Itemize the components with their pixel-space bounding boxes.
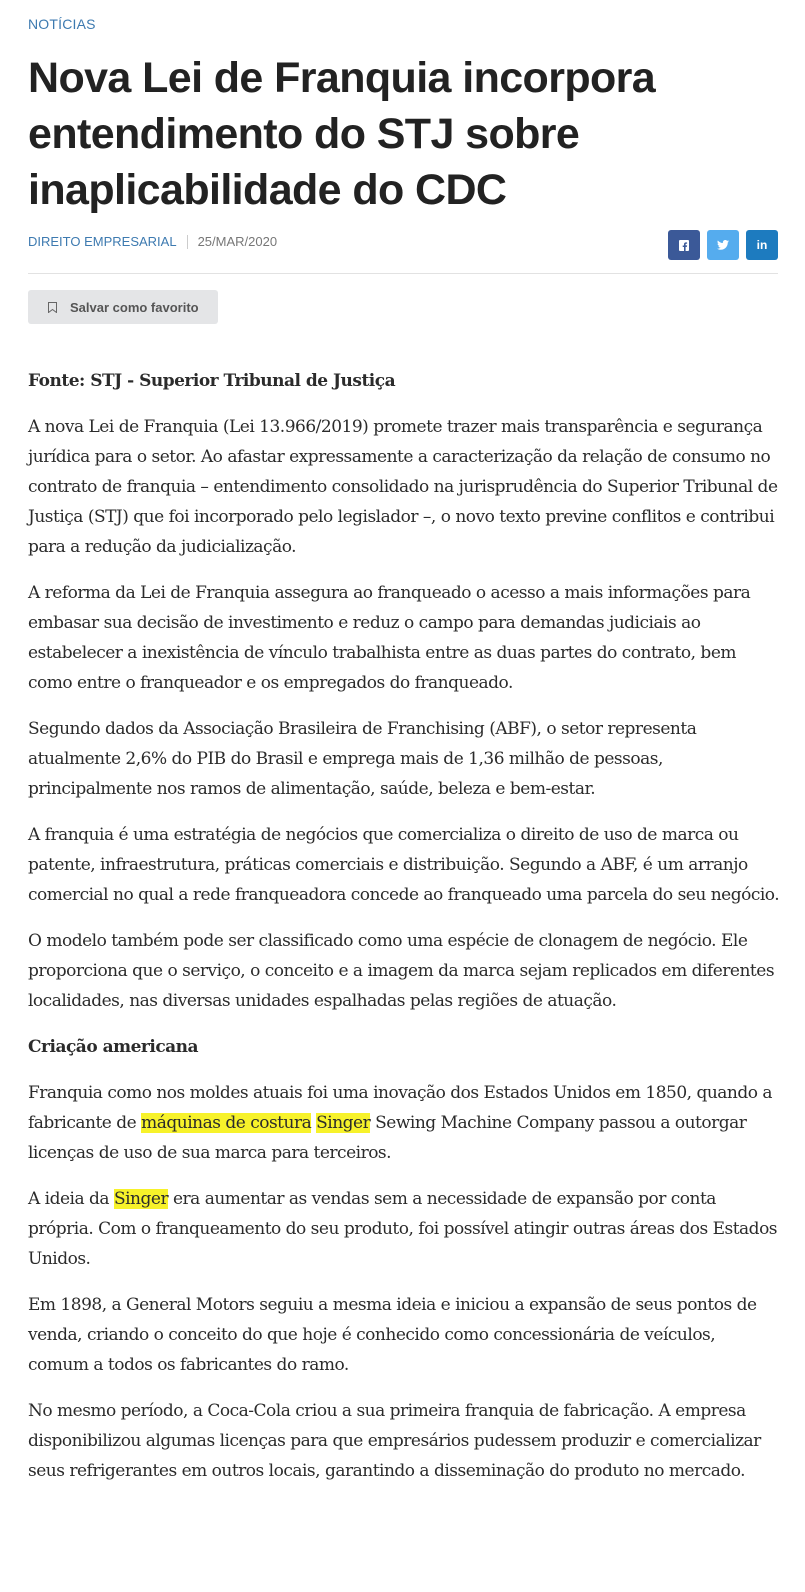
section-kicker[interactable]: NOTÍCIAS xyxy=(28,16,96,32)
text-run: Franquia como nos moldes atuais foi uma inovação dos Estados Unidos em 1850, quando a fabricante de xyxy=(28,1083,773,1133)
publish-date: 25/MAR/2020 xyxy=(197,234,278,249)
paragraph: A nova Lei de Franquia (Lei 13.966/2019) promete trazer mais transparência e segurança jurídica para o setor. Ao afastar expressamente a caracterização da relação de consumo no contrato de franquia – entendimento consolidado na jurisprudência do Superior Tribunal de Justiça (STJ) que foi incorporado pelo legislador –, o novo texto previne conflitos e contribui para a redução da judicialização. xyxy=(28,417,778,557)
header-divider xyxy=(28,273,778,274)
paragraph xyxy=(28,1078,780,1168)
text-run: Sewing Machine Company passou a outorgar licenças de uso de sua marca para terceiros. xyxy=(28,1113,747,1163)
subheading: Criação americana xyxy=(28,1037,199,1057)
meta-divider xyxy=(187,235,188,249)
save-favorite-label: Salvar como favorito xyxy=(70,299,199,315)
text-run: era aumentar as vendas sem a necessidade de expansão por conta própria. Com o franqueamento do seu produto, foi possível atingir outras áreas dos Estados Unidos. xyxy=(28,1189,778,1269)
paragraph xyxy=(28,1184,780,1274)
share-buttons xyxy=(668,230,778,260)
paragraph: No mesmo período, a Coca-Cola criou a sua primeira franquia de fabricação. A empresa disponibilizou algumas licenças para que empresários pudessem produzir e comercializar seus refrigerantes em outros locais, garantindo a disseminação do produto no mercado. xyxy=(28,1401,761,1481)
paragraph: A reforma da Lei de Franquia assegura ao franqueado o acesso a mais informações para embasar sua decisão de investimento e reduz o campo para demandas judiciais ao estabelecer a inexistência de vínculo trabalhista entre as duas partes do contrato, bem como entre o franqueador e os empregados do franqueado. xyxy=(28,583,751,693)
linkedin-share-button[interactable] xyxy=(746,230,778,260)
save-favorite-button[interactable] xyxy=(28,290,218,324)
paragraph: O modelo também pode ser classificado como uma espécie de clonagem de negócio. Ele proporciona que o serviço, o conceito e a imagem da marca sejam replicados em diferentes localidades, nas diversas unidades espalhadas pelas regiões de atuação. xyxy=(28,931,775,1011)
facebook-icon xyxy=(679,240,689,251)
bookmark-icon xyxy=(48,302,57,313)
text-run: A ideia da xyxy=(28,1189,114,1209)
paragraph: Segundo dados da Associação Brasileira de Franchising (ABF), o setor representa atualmente 2,6% do PIB do Brasil e emprega mais de 1,36 milhão de pessoas, principalmente nos ramos de alimentação, saúde, beleza e bem-estar. xyxy=(28,719,697,799)
source-line: Fonte: STJ - Superior Tribunal de Justiça xyxy=(28,371,396,391)
highlighted-text: Singer xyxy=(113,1189,169,1209)
linkedin-icon: in xyxy=(756,238,768,252)
facebook-share-button[interactable] xyxy=(668,230,700,260)
paragraph: A franquia é uma estratégia de negócios que comercializa o direito de uso de marca ou patente, infraestrutura, práticas comerciais e distribuição. Segundo a ABF, é um arranjo comercial no qual a rede franqueadora concede ao franqueado uma parcela do seu negócio. xyxy=(28,825,780,905)
paragraph: Em 1898, a General Motors seguiu a mesma ideia e iniciou a expansão de seus pontos de venda, criando o conceito do que hoje é conhecido como concessionária de veículos, comum a todos os fabricantes do ramo. xyxy=(28,1295,757,1375)
twitter-share-button[interactable] xyxy=(707,230,739,260)
article-title: Nova Lei de Franquia incorpora entendimento do STJ sobre inaplicabilidade do CDC xyxy=(28,54,656,214)
twitter-icon xyxy=(717,240,729,250)
category-link[interactable]: DIREITO EMPRESARIAL xyxy=(28,234,177,249)
article-body xyxy=(28,366,780,1502)
highlighted-text: Singer xyxy=(316,1113,371,1133)
article-meta xyxy=(28,234,277,249)
highlighted-text: máquinas de costura xyxy=(141,1113,312,1133)
